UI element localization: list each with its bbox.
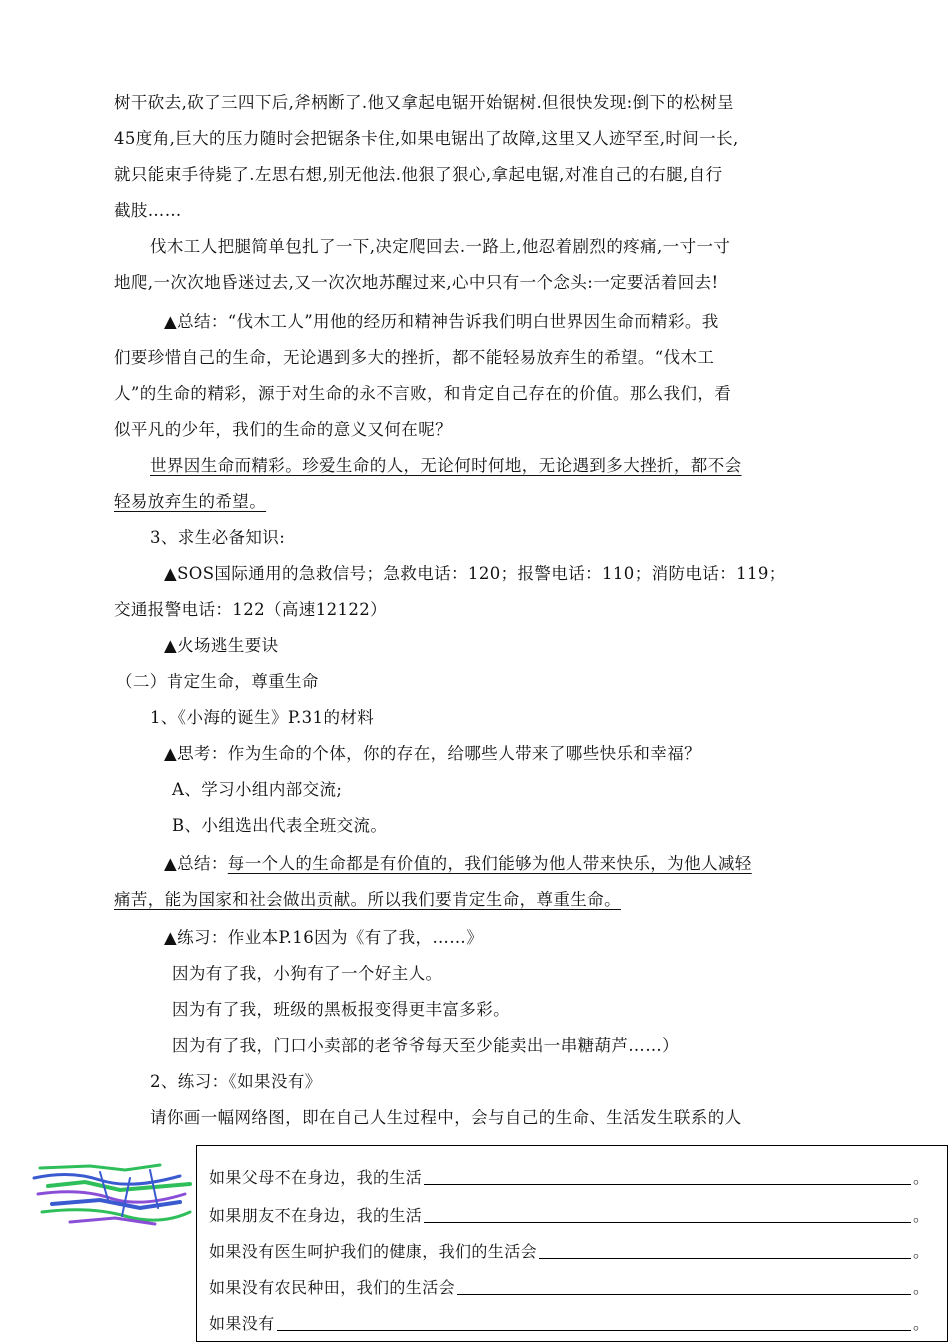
decorative-logo-image [30, 1160, 195, 1230]
text-line-2: 45度角,巨大的压力随时会把锯条卡住,如果电锯出了故障,这里又人迹罕至,时间一长, [114, 129, 739, 148]
text-line-10: 似平凡的少年，我们的生命的意义又何在呢？ [114, 420, 452, 439]
material-heading: 1、《小海的诞生》P.31的材料 [150, 708, 375, 727]
row-period: 。 [913, 1314, 930, 1333]
fill-row-label: 如果没有医生呵护我们的健康，我们的生活会 [209, 1242, 538, 1261]
summary-heading-line: ▲总结：“伐木工人”用他的经历和精神告诉我们明白世界因生命而精彩。我 [164, 312, 719, 331]
text-line-6: 地爬,一次次地昏迷过去,又一次次地苏醒过来,心中只有一个念头:一定要活着回去! [114, 273, 719, 292]
fill-row-label: 如果父母不在身边，我的生活 [209, 1168, 423, 1187]
option-a: A、学习小组内部交流; [172, 780, 343, 799]
row-period: 。 [913, 1242, 930, 1261]
answer-blank[interactable] [539, 1240, 911, 1259]
section-3-heading: 3、求生必备知识: [150, 528, 286, 547]
answer-blank[interactable] [277, 1312, 911, 1331]
think-question: ▲思考：作为生命的个体，你的存在，给哪些人带来了哪些快乐和幸福？ [164, 744, 701, 763]
fill-row-doctors [209, 1238, 930, 1262]
text-line-4: 截肢…… [114, 201, 182, 220]
text-line-9: 人”的生命的精彩，源于对生命的永不言败，和肯定自己存在的价值。那么我们，看 [114, 384, 732, 403]
exercise-heading: ▲练习：作业本P.16因为《有了我，……》 [164, 928, 484, 947]
fill-row-farmers [209, 1274, 930, 1298]
fill-row-label: 如果没有农民种田，我们的生活会 [209, 1278, 456, 1297]
text-line-3: 就只能束手待毙了.左思右想,别无他法.他狠了狠心,拿起电锯,对准自己的右腿,自行 [114, 165, 723, 184]
fill-row-label: 如果没有 [209, 1314, 275, 1333]
answer-blank[interactable] [424, 1204, 911, 1223]
summary-underlined-text: 每一个人的生命都是有价值的，我们能够为他人带来快乐，为他人减轻 [227, 854, 752, 873]
emergency-numbers-line: ▲SOS国际通用的急救信号；急救电话：120；报警电话：110；消防电话：119； [164, 564, 786, 583]
example-line-1: 因为有了我，小狗有了一个好主人。 [172, 964, 443, 983]
answer-blank[interactable] [457, 1276, 911, 1295]
section-2-title: （二）肯定生命，尊重生命 [116, 672, 319, 691]
option-b: B、小组选出代表全班交流。 [172, 816, 388, 835]
fill-row-label: 如果朋友不在身边，我的生活 [209, 1206, 423, 1225]
answer-blank[interactable] [424, 1166, 911, 1185]
exercise-2-instruction: 请你画一幅网络图，即在自己人生过程中，会与自己的生命、生活发生联系的人 [150, 1108, 742, 1127]
summary-line-2 [164, 853, 836, 875]
underlined-conclusion-1: 世界因生命而精彩。珍爱生命的人，无论何时何地，无论遇到多大挫折，都不会 [150, 456, 742, 475]
summary-label: ▲总结： [164, 854, 228, 873]
row-period: 。 [913, 1168, 930, 1187]
example-line-3: 因为有了我，门口小卖部的老爷爷每天至少能卖出一串糖葫芦……） [172, 1036, 679, 1055]
exercise-2-heading: 2、练习：《如果没有》 [150, 1072, 322, 1091]
text-line-8: 们要珍惜自己的生命，无论遇到多大的挫折，都不能轻易放弃生的希望。“伐木工 [114, 348, 715, 367]
fill-row-parents [209, 1164, 930, 1188]
summary-underlined-continuation: 痛苦，能为国家和社会做出贡献。所以我们要肯定生命，尊重生命。 [114, 890, 621, 909]
paragraph-logger-start: 伐木工人把腿简单包扎了一下,决定爬回去.一路上,他忍着剧烈的疼痛,一寸一寸 [150, 237, 731, 256]
fill-row-friends [209, 1202, 930, 1226]
underlined-conclusion-2: 轻易放弃生的希望。 [114, 492, 267, 511]
text-line-1: 树干砍去,砍了三四下后,斧柄断了.他又拿起电锯开始锯树.但很快发现:倒下的松树呈 [114, 93, 735, 112]
traffic-police-line: 交通报警电话：122（高速12122） [114, 600, 388, 619]
example-line-2: 因为有了我，班级的黑板报变得更丰富多彩。 [172, 1000, 510, 1019]
row-period: 。 [913, 1206, 930, 1225]
fill-in-box [196, 1145, 948, 1342]
fire-escape-heading: ▲火场逃生要诀 [164, 636, 279, 655]
row-period: 。 [913, 1278, 930, 1297]
fill-row-open [209, 1310, 930, 1334]
